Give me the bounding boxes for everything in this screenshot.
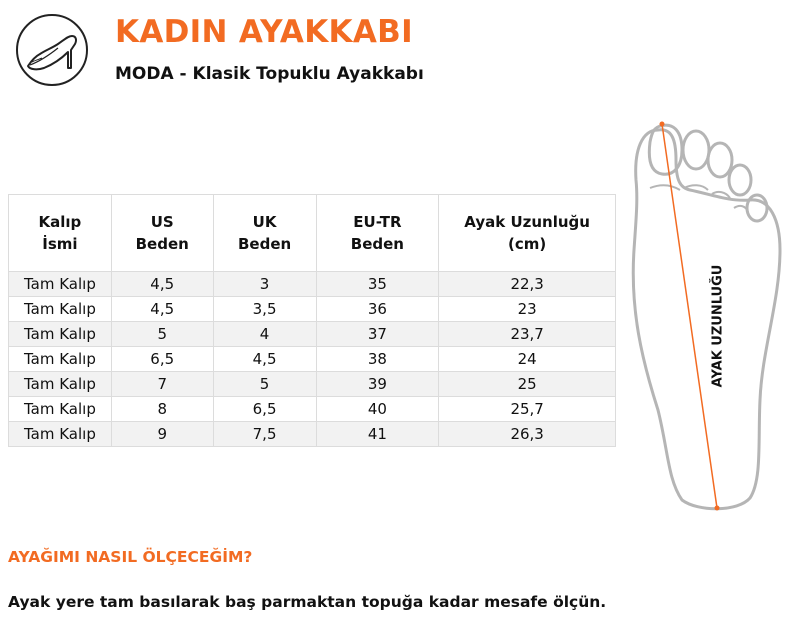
column-header-line: US <box>150 213 174 231</box>
column-header-line: Kalıp <box>38 213 82 231</box>
table-cell: Tam Kalıp <box>9 397 112 422</box>
table-cell: 3 <box>213 272 316 297</box>
table-cell: Tam Kalıp <box>9 347 112 372</box>
table-cell: 4,5 <box>111 272 213 297</box>
table-cell: 40 <box>316 397 439 422</box>
table-cell: 23,7 <box>439 322 616 347</box>
table-row <box>9 372 616 397</box>
page-subtitle: MODA - Klasik Topuklu Ayakkabı <box>115 64 424 84</box>
table-cell: 5 <box>111 322 213 347</box>
table-row <box>9 272 616 297</box>
table-cell: 9 <box>111 422 213 447</box>
howto-title: AYAĞIMI NASIL ÖLÇECEĞİM? <box>8 548 253 566</box>
table-cell: 7 <box>111 372 213 397</box>
table-row <box>9 422 616 447</box>
table-cell: 6,5 <box>111 347 213 372</box>
table-cell: Tam Kalıp <box>9 372 112 397</box>
foot-length-label: AYAK UZUNLUĞU <box>710 264 726 388</box>
table-cell: 4,5 <box>213 347 316 372</box>
table-cell: 38 <box>316 347 439 372</box>
table-row <box>9 397 616 422</box>
column-header-eu-tr <box>316 195 439 272</box>
page-title: KADIN AYAKKABI <box>115 14 413 50</box>
column-header-line: (cm) <box>508 235 547 253</box>
table-cell: 39 <box>316 372 439 397</box>
table-cell: 4 <box>213 322 316 347</box>
size-chart-table <box>8 194 616 447</box>
logo <box>16 14 88 86</box>
table-cell: 37 <box>316 322 439 347</box>
column-header-foot-length <box>439 195 616 272</box>
high-heel-shoe-icon <box>18 16 86 84</box>
table-cell: Tam Kalıp <box>9 422 112 447</box>
table-cell: Tam Kalıp <box>9 322 112 347</box>
foot-outline-icon <box>620 110 790 520</box>
column-header-line: EU-TR <box>353 213 402 231</box>
table-cell: Tam Kalıp <box>9 297 112 322</box>
table-cell: 23 <box>439 297 616 322</box>
table-cell: 24 <box>439 347 616 372</box>
column-header-line: Beden <box>350 235 404 253</box>
table-row <box>9 297 616 322</box>
column-header-line: Beden <box>135 235 189 253</box>
column-header-line: Ayak Uzunluğu <box>464 213 590 231</box>
column-header-us <box>111 195 213 272</box>
table-row <box>9 322 616 347</box>
table-cell: 25,7 <box>439 397 616 422</box>
table-row <box>9 347 616 372</box>
table-cell: 4,5 <box>111 297 213 322</box>
table-cell: 25 <box>439 372 616 397</box>
table-cell: 7,5 <box>213 422 316 447</box>
column-header-uk <box>213 195 316 272</box>
table-cell: 22,3 <box>439 272 616 297</box>
table-cell: Tam Kalıp <box>9 272 112 297</box>
column-header-kalip <box>9 195 112 272</box>
table-header-row <box>9 195 616 272</box>
howto-text: Ayak yere tam basılarak baş parmaktan topuğa kadar mesafe ölçün. <box>8 593 607 611</box>
table-cell: 26,3 <box>439 422 616 447</box>
table-cell: 35 <box>316 272 439 297</box>
table-cell: 5 <box>213 372 316 397</box>
column-header-line: İsmi <box>42 235 78 253</box>
column-header-line: UK <box>252 213 277 231</box>
table-cell: 8 <box>111 397 213 422</box>
table-cell: 41 <box>316 422 439 447</box>
table-cell: 6,5 <box>213 397 316 422</box>
table-cell: 3,5 <box>213 297 316 322</box>
column-header-line: Beden <box>237 235 292 253</box>
table-cell: 36 <box>316 297 439 322</box>
